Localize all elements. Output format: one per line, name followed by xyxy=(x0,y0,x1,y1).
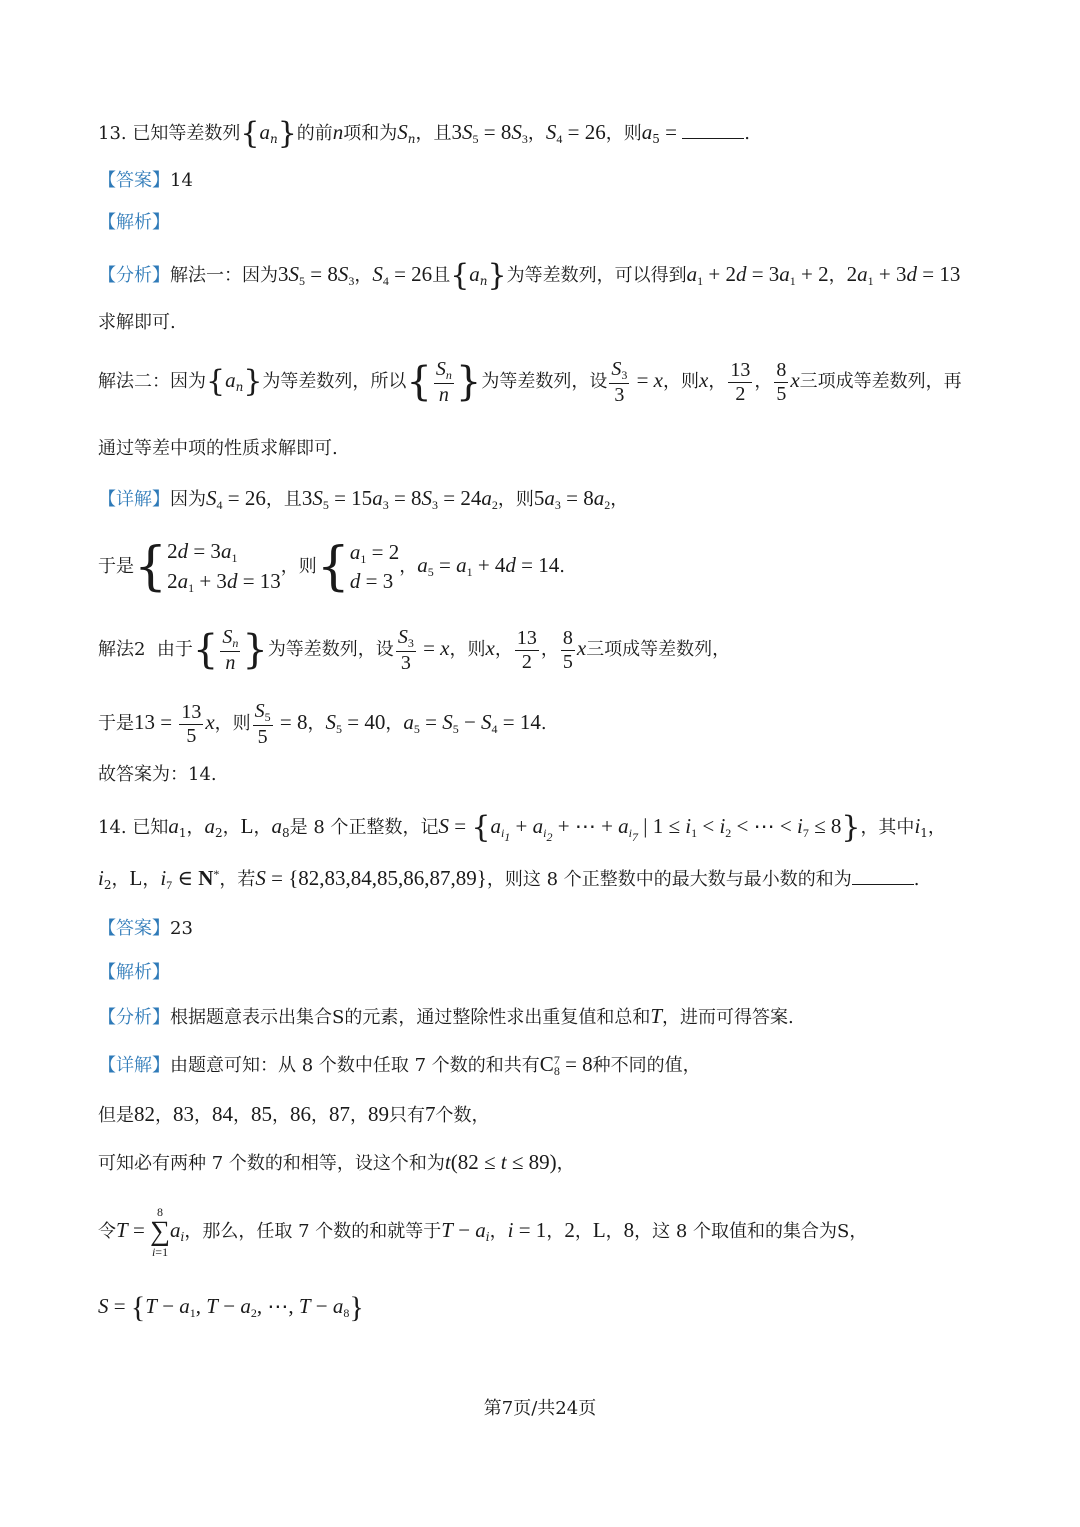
q14-stem2-text: $i_2$，L，$i_7$ ∈ N*，若S = {82,83,84,85,86,87,89}，则这 8 个正整数中的最大数与最小数的和为 . xyxy=(98,866,920,892)
q13-xj2-text: 于是{ $2d = 3a_1$ $2a_1 + 3d = 13$ ，则{ $a_1 = 2$ d = 3 ，$a_5 = a_1 + 4d = 14$. xyxy=(98,537,565,597)
q14-blank xyxy=(852,868,914,885)
q14-answer-tag: 【答案】 xyxy=(98,918,170,939)
page-footer: 第7页/共24页 xyxy=(483,1398,597,1419)
q13-answer-tag: 【答案】 xyxy=(98,170,170,191)
q13-fenxi2 xyxy=(98,358,962,407)
q13-xj3 xyxy=(98,626,730,675)
q14-jiexi-tag: 【解析】 xyxy=(98,962,170,983)
q14-stem2 xyxy=(98,866,920,892)
q13-xj3-text: 解法2 由于{ $\frac{S_n}{n}$ }为等差数列，设 $\frac{S_3}{3}$ = x，则x， $\frac{13}{2}$ ， $\frac{8}{5}$ x三项成等差数列， xyxy=(98,626,731,674)
q13-fenxi-tag: 【分析】 xyxy=(98,265,170,286)
q14-xiangjie-tag: 【详解】 xyxy=(98,1055,170,1076)
q14-xj5 xyxy=(98,1290,364,1326)
q13-fenxi1-text: 解法一：因为$3S_5 = 8S_3$，$S_4 = 26$且$\{a_n\}$为等差数列，可以得到$a_1 + 2d = 3a_1 + 2$，$2a_1 + 3d = 13$ xyxy=(170,258,961,293)
q14-xj3-text: 可知必有两种 7 个数的和相等，设这个和为t(82 ≤ t ≤ 89)， xyxy=(98,1150,575,1174)
q13-xj2 xyxy=(98,536,565,598)
q14-xj4 xyxy=(98,1206,867,1258)
q14-xj5-text: $S = \{T - a_1$, $T - a_2$, ⋯, $T - a_8$} xyxy=(98,1291,364,1324)
q14-xj1 xyxy=(98,1052,701,1077)
q14-xj2 xyxy=(98,1102,490,1127)
q14-stem1-text: 14. 已知$a_1$，$a_2$，L，$a_8$是 8 个正整数，记$S = \{a_{i_1} + a_{i_2}$ + ⋯ + $a_{i_7}$ | $1 \le i_1 < i_2$ < ⋯ < $i_7 \le 8$}，其中$i_1$， xyxy=(98,810,946,845)
q14-fenxi-tag: 【分析】 xyxy=(98,1007,170,1028)
q13-fenxi2-text: 解法二：因为$\{a_n\}$为等差数列，所以{ $\frac{S_n}{n}$ }为等差数列，设 $\frac{S_3}{3}$ = x，则x， $\frac{13}{2}$ ， $\frac{8}{5}$ x三项成等差数列，再 xyxy=(98,358,962,406)
q13-stem-text: 13. 已知等差数列$\{a_n\}$的前n项和为$S_n$，且$3S_5 = 8S_3$，$S_4 = 26$，则$a_5$ = . xyxy=(98,116,750,151)
q13-jiexi-tag: 【解析】 xyxy=(98,212,170,233)
q14-stem1 xyxy=(98,810,946,846)
q13-answer-value: 14 xyxy=(170,170,193,191)
q13-stem xyxy=(98,116,750,152)
q13-xj5: 故答案为：14. xyxy=(98,764,217,785)
q13-fenxi1 xyxy=(98,258,960,294)
q13-xj4 xyxy=(98,700,547,749)
q14-xj4-text: 令T = 8 ∑ i=1 $a_i$，那么，任取 7 个数的和就等于$T - a_i$，i = 1，2，L，8，这 8 个取值和的集合为S， xyxy=(98,1205,868,1259)
q13-xj1 xyxy=(98,486,628,512)
q13-xiangjie-tag: 【详解】 xyxy=(98,489,170,510)
q13-fenxi1b: 求解即可. xyxy=(98,312,176,333)
q14-answer-value: 23 xyxy=(170,918,193,939)
q14-fenxi xyxy=(98,1004,794,1029)
q13-xj4-text: 于是13 = $\frac{13}{5}$ x，则 $\frac{S_5}{5}$ = 8，$S_5 = 40$，$a_5 = S_5 - S_4 = 14$. xyxy=(98,700,547,748)
q13-answer xyxy=(98,170,193,192)
q13-xj1-text: 因为$S_4 = 26$，且$3S_5 = 15a_3 = 8S_3 = 24a_2$，则$5a_3 = 8a_2$， xyxy=(170,486,629,512)
sigma-sum: 8 ∑ i=1 xyxy=(150,1205,170,1259)
q14-xj3 xyxy=(98,1150,575,1175)
q14-xj2-text: 但是82，83，84，85，86，87，89只有7个数， xyxy=(98,1102,490,1126)
q14-xj1-text: 由题意可知：从 8 个数中任取 7 个数的和共有C 7 8 = 8种不同的值， xyxy=(170,1052,701,1079)
q13-blank xyxy=(682,122,744,139)
q14-answer xyxy=(98,918,193,940)
q14-fenxi-text: 根据题意表示出集合S的元素，通过整除性求出重复值和总和T，进而可得答案. xyxy=(170,1004,794,1028)
q13-fenxi2b: 通过等差中项的性质求解即可. xyxy=(98,438,338,459)
